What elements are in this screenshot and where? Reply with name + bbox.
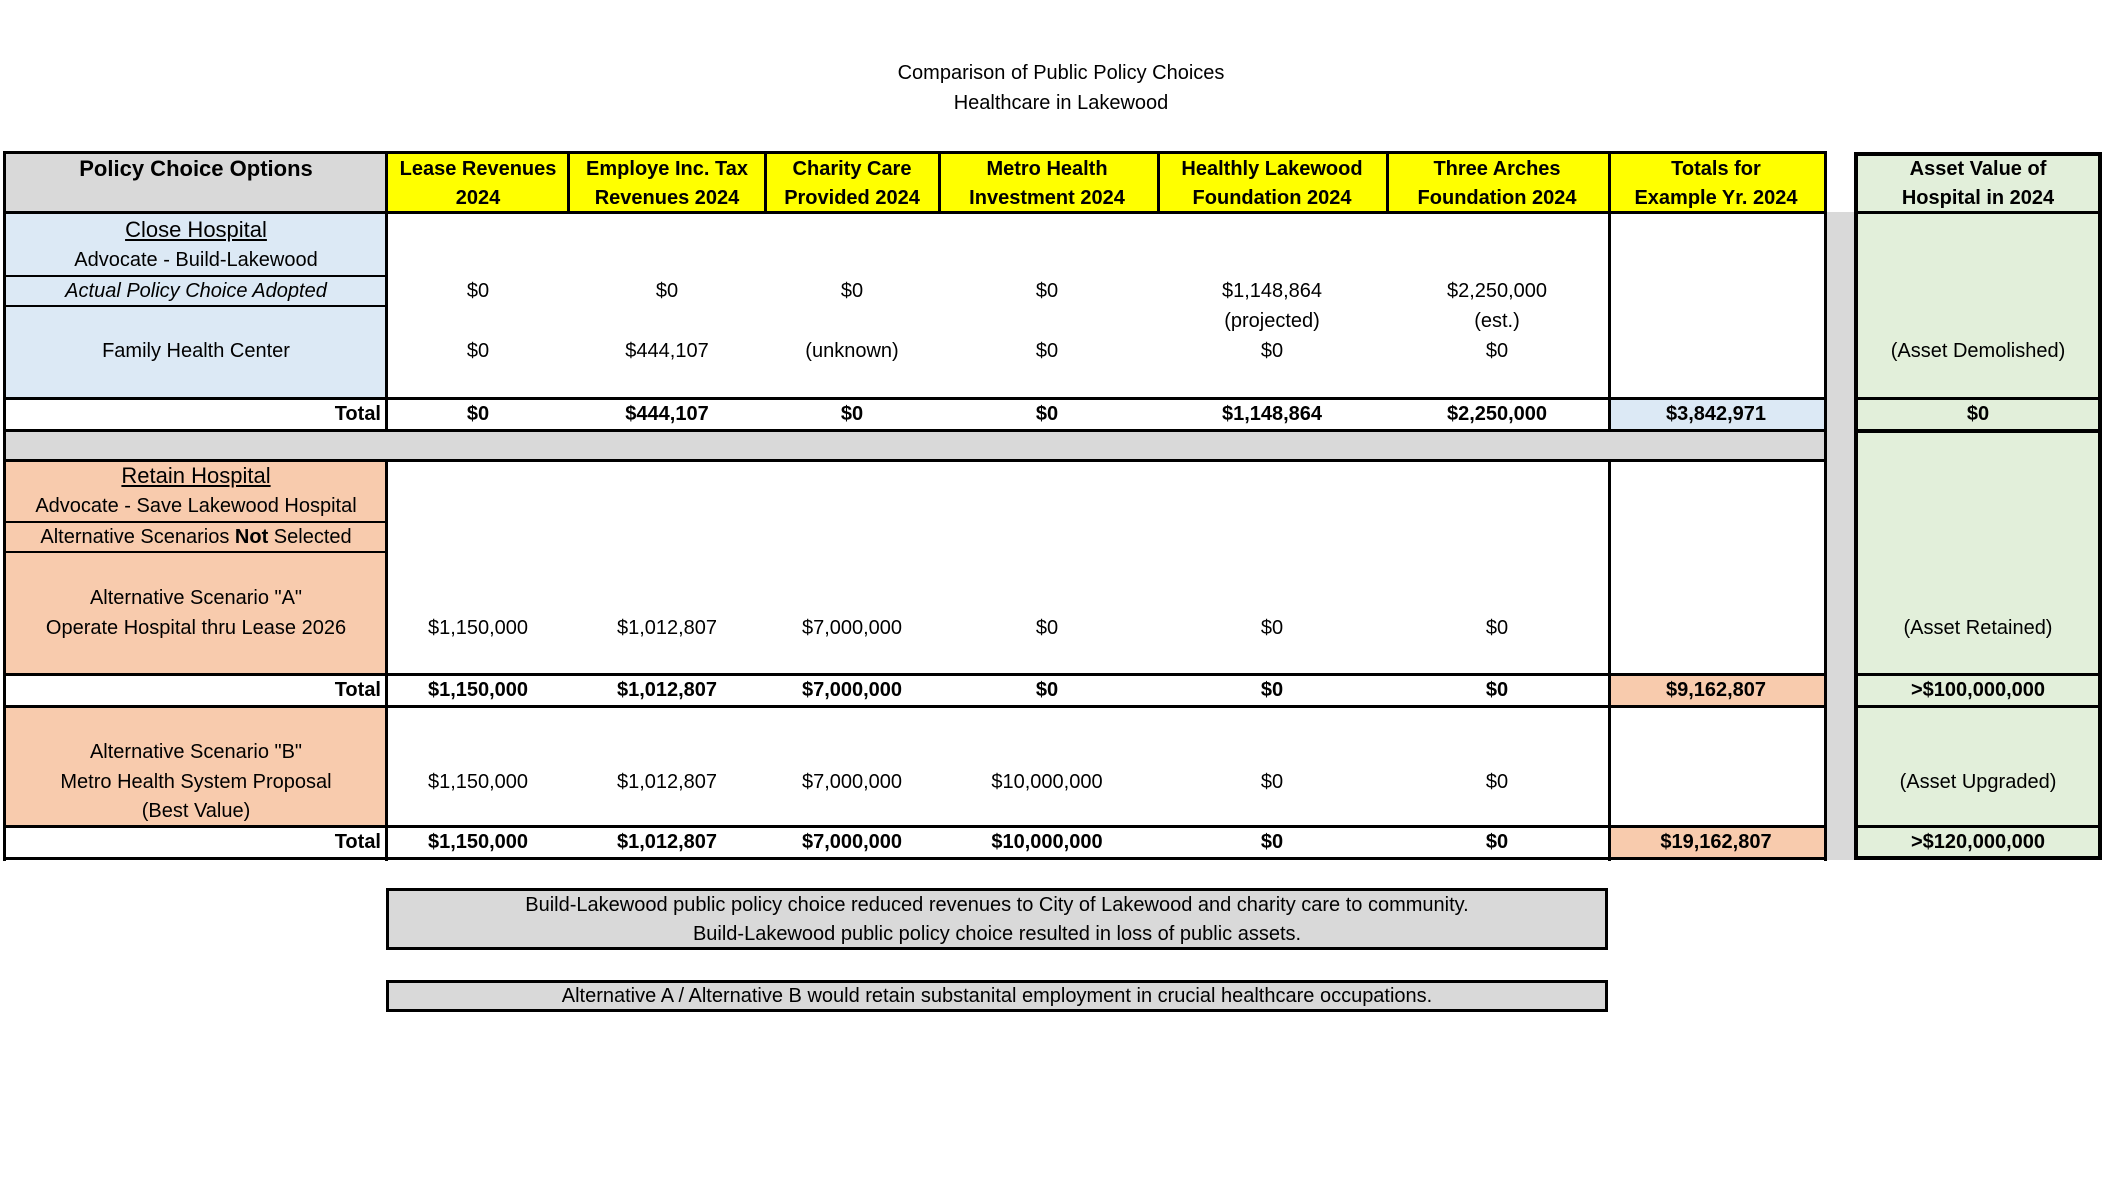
b-metro: $10,000,000 [991, 771, 1103, 793]
fhc-three: $0 [1485, 340, 1509, 362]
a-total-lease: $1,150,000 [427, 679, 529, 701]
b-lease: $1,150,000 [427, 771, 529, 793]
grid-line [567, 151, 570, 213]
a-total-healthy: $0 [1260, 679, 1284, 701]
scenario-a-label-1: Alternative Scenario "A" [89, 587, 303, 609]
fhc-metro: $0 [1035, 340, 1059, 362]
not-selected-pre: Alternative Scenarios [40, 526, 235, 548]
header-asset-2: Hospital in 2024 [1901, 187, 2055, 209]
retain-advocate: Advocate - Save Lakewood Hospital [35, 495, 357, 517]
a-total-employ: $1,012,807 [616, 679, 718, 701]
grid-line [1608, 459, 1611, 861]
not-selected-post: Selected [268, 526, 352, 548]
adopted-employ: $0 [655, 280, 679, 302]
header-charity-2: Provided 2024 [784, 187, 920, 209]
a-charity: $7,000,000 [801, 617, 903, 639]
header-three-1: Three Arches [1433, 158, 1561, 180]
gray-separator-row [4, 430, 1826, 460]
b-healthy: $0 [1260, 771, 1284, 793]
a-metro: $0 [1035, 617, 1059, 639]
header-three-2: Foundation 2024 [1417, 187, 1577, 209]
header-employ-2: Revenues 2024 [594, 187, 740, 209]
grid-line [1608, 151, 1611, 431]
grid-line [4, 825, 1826, 828]
close-hospital-heading: Close Hospital [125, 217, 267, 242]
adopted-lease: $0 [466, 280, 490, 302]
scenario-b-label-3: (Best Value) [141, 800, 251, 822]
fhc-employ: $444,107 [625, 340, 709, 362]
header-charity-1: Charity Care [792, 158, 912, 180]
close-total-three: $2,250,000 [1446, 403, 1548, 425]
grid-line [1824, 151, 1827, 861]
grid-line [764, 151, 767, 213]
header-asset-1: Asset Value of [1909, 158, 2047, 180]
close-total-metro: $0 [1035, 403, 1059, 425]
adopted-healthy: $1,148,864 [1221, 280, 1323, 302]
close-total-label: Total [334, 403, 381, 425]
note-2: Alternative A / Alternative B would retain substanital employment in crucial healthcare occupations. [561, 985, 1433, 1007]
b-total-three: $0 [1485, 831, 1509, 853]
not-selected-bold: Not [234, 526, 269, 548]
close-total-totals: $3,842,971 [1665, 403, 1767, 425]
adopted-three-note: (est.) [1474, 310, 1520, 332]
grid-line [4, 305, 386, 307]
grid-line [4, 397, 1826, 400]
header-totals-1: Totals for [1671, 158, 1761, 180]
page-title: Comparison of Public Policy Choices [897, 62, 1225, 84]
adopted-label: Actual Policy Choice Adopted [65, 280, 327, 302]
header-lease-1: Lease Revenues [399, 158, 557, 180]
a-total-totals: $9,162,807 [1665, 679, 1767, 701]
gray-separator-column [1826, 212, 1854, 860]
header-healthy-1: Healthly Lakewood [1181, 158, 1363, 180]
grid-line [385, 151, 388, 431]
b-three: $0 [1485, 771, 1509, 793]
a-employ: $1,012,807 [616, 617, 718, 639]
header-lease-2: 2024 [455, 187, 501, 209]
grid-line [385, 459, 388, 861]
a-healthy: $0 [1260, 617, 1284, 639]
a-total-label: Total [334, 679, 381, 701]
a-total-three: $0 [1485, 679, 1509, 701]
asset-retained: (Asset Retained) [1903, 617, 2053, 639]
b-charity: $7,000,000 [801, 771, 903, 793]
asset-upgraded: (Asset Upgraded) [1899, 771, 2057, 793]
a-three: $0 [1485, 617, 1509, 639]
b-total-charity: $7,000,000 [801, 831, 903, 853]
grid-line [938, 151, 941, 213]
adopted-charity: $0 [840, 280, 864, 302]
a-total-asset: >$100,000,000 [1910, 679, 2046, 701]
grid-line [4, 151, 1826, 154]
close-total-asset: $0 [1966, 403, 1990, 425]
adopted-three: $2,250,000 [1446, 280, 1548, 302]
close-total-charity: $0 [840, 403, 864, 425]
close-total-healthy: $1,148,864 [1221, 403, 1323, 425]
fhc-healthy: $0 [1260, 340, 1284, 362]
grid-line [1854, 430, 2102, 433]
fhc-charity: (unknown) [805, 340, 899, 362]
retain-hospital-heading: Retain Hospital [121, 463, 271, 488]
close-total-lease: $0 [466, 403, 490, 425]
grid-line [3, 151, 6, 861]
close-advocate: Advocate - Build-Lakewood [74, 249, 318, 271]
b-total-totals: $19,162,807 [1660, 831, 1772, 853]
b-total-asset: >$120,000,000 [1910, 831, 2046, 853]
grid-line [1157, 151, 1160, 213]
b-total-healthy: $0 [1260, 831, 1284, 853]
grid-line [1854, 705, 2102, 708]
b-total-lease: $1,150,000 [427, 831, 529, 853]
b-total-label: Total [334, 831, 381, 853]
header-policy-choice-options: Policy Choice Options [79, 156, 313, 181]
b-total-metro: $10,000,000 [991, 831, 1103, 853]
header-metro-2: Investment 2024 [969, 187, 1125, 209]
header-employ-1: Employe Inc. Tax [586, 158, 748, 180]
adopted-healthy-note: (projected) [1224, 310, 1320, 332]
grid-line [4, 429, 1826, 432]
header-healthy-2: Foundation 2024 [1192, 187, 1352, 209]
a-lease: $1,150,000 [427, 617, 529, 639]
scenario-a-label-2: Operate Hospital thru Lease 2026 [45, 617, 347, 639]
fhc-label: Family Health Center [102, 340, 290, 362]
close-total-employ: $444,107 [625, 403, 709, 425]
note-1-line-1: Build-Lakewood public policy choice reduced revenues to City of Lakewood and charity care to community. [525, 894, 1469, 916]
grid-line [4, 857, 1826, 860]
fhc-lease: $0 [466, 340, 490, 362]
grid-line [4, 459, 1826, 462]
a-total-metro: $0 [1035, 679, 1059, 701]
scenario-b-label-1: Alternative Scenario "B" [89, 741, 303, 763]
b-employ: $1,012,807 [616, 771, 718, 793]
asset-demolished: (Asset Demolished) [1890, 340, 2066, 362]
grid-line [1386, 151, 1389, 213]
page-subtitle: Healthcare in Lakewood [953, 92, 1169, 114]
scenario-b-label-2: Metro Health System Proposal [60, 771, 332, 793]
asset-column [1854, 152, 2102, 860]
a-total-charity: $7,000,000 [801, 679, 903, 701]
header-totals-2: Example Yr. 2024 [1634, 187, 1798, 209]
not-selected-label [40, 523, 351, 551]
adopted-metro: $0 [1035, 280, 1059, 302]
grid-line [4, 551, 386, 553]
grid-line [4, 673, 1826, 676]
b-total-employ: $1,012,807 [616, 831, 718, 853]
note-1-line-2: Build-Lakewood public policy choice resulted in loss of public assets. [692, 923, 1302, 945]
header-metro-1: Metro Health [986, 158, 1108, 180]
grid-line [4, 705, 1826, 708]
